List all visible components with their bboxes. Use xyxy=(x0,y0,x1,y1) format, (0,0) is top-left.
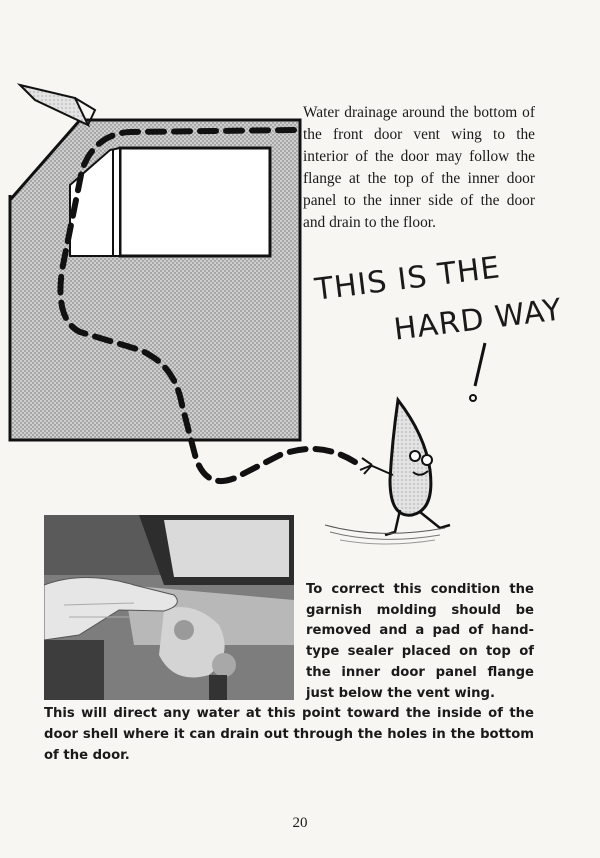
page-number: 20 xyxy=(292,815,308,831)
door-window xyxy=(120,148,270,256)
correction-text-full: This will direct any water at this point toward the inside of the door shell where it can drain out through the holes in the bottom of the door. xyxy=(44,706,534,763)
correction-text-indented: To correct this condition the garnish molding should be removed and a pad of hand-type sealer placed on top of the inner door panel flange just below the vent wing. xyxy=(306,582,534,701)
exclamation-mark xyxy=(465,338,495,408)
hard-way-callout xyxy=(305,250,565,403)
callout-line-1: THIS IS THE xyxy=(313,250,503,308)
intro-paragraph: Water drainage around the bottom of the front door vent wing to the interior of the door may follow the flange at the top of the inner door panel to the inner side of the door and drain to the floor. xyxy=(303,104,535,231)
callout-line-2: HARD WAY xyxy=(392,292,565,348)
correction-paragraph xyxy=(44,580,534,766)
door-frame-pillar xyxy=(20,85,88,125)
water-droplet-character xyxy=(325,400,450,544)
